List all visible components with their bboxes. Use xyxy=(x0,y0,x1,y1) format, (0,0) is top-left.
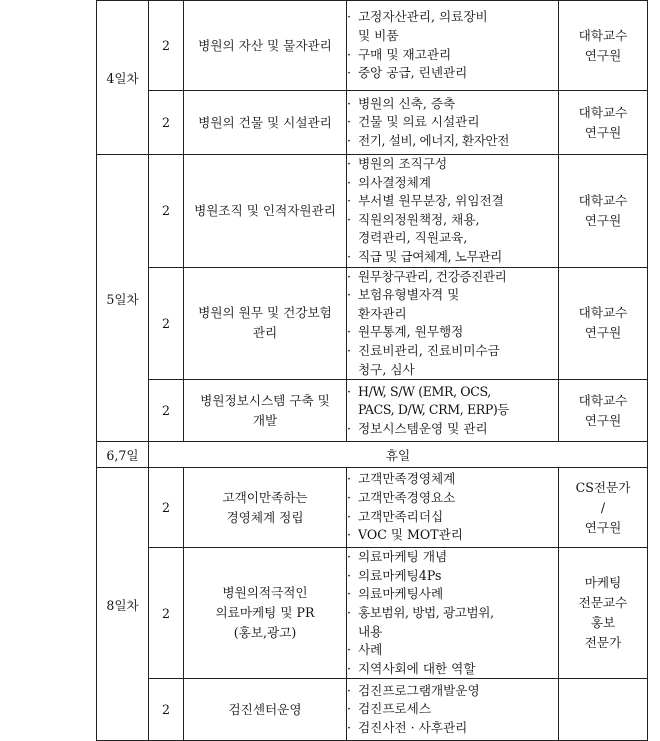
content-item-continued: 내용 xyxy=(358,623,383,639)
table-row xyxy=(97,442,648,468)
subject-cell xyxy=(184,679,347,741)
instructor-line: 연구원 xyxy=(584,212,622,228)
instructor-line: 대학교수 xyxy=(578,305,628,321)
instructor-line: 전문가 xyxy=(584,635,622,651)
content-item: · VOC 및 MOT관리 xyxy=(347,526,558,545)
content-item: · 병원의 조직구성 xyxy=(347,155,558,174)
table-row xyxy=(97,267,648,380)
instructor-cell xyxy=(559,468,648,548)
content-item-continued: 및 비품 xyxy=(358,27,399,43)
subject-line: 병원의적극적인 xyxy=(222,585,308,601)
instructor-cell xyxy=(559,380,648,442)
content-item: · 전기, 설비, 에너지, 환자안전 xyxy=(347,132,558,151)
content-item: · 원무통계, 원무행정 xyxy=(347,323,558,342)
subject-line: 관리 xyxy=(252,325,278,341)
content-item-continued: 청구, 심사 xyxy=(358,361,415,377)
schedule-table xyxy=(96,0,648,741)
instructor-cell xyxy=(559,1,648,91)
content-item: · 고객만족경영요소 xyxy=(347,489,558,508)
content-item: · 직원의정원책정, 채용, xyxy=(347,211,558,230)
content-item: · 의료마케팅사례 xyxy=(347,585,558,604)
hours-cell: 2 xyxy=(149,468,184,548)
table-row xyxy=(97,679,648,741)
subject-line: 병원정보시스템 구축 및 xyxy=(200,392,330,408)
content-item: · 보험유형별자격 및 xyxy=(347,286,558,305)
day-cell: 5일차 xyxy=(97,155,149,442)
instructor-cell xyxy=(559,155,648,268)
content-item-continued: PACS, D/W, CRM, ERP)등 xyxy=(358,402,510,418)
content-item: · 중앙 공급, 린넨관리 xyxy=(347,64,558,83)
hours-cell: 2 xyxy=(149,380,184,442)
holiday-cell: 휴일 xyxy=(149,442,648,468)
instructor-line: 전문교수 xyxy=(578,595,628,611)
content-item: · 의료마케팅4Ps xyxy=(347,567,558,586)
table-row xyxy=(97,468,648,548)
content-item: · 구매 및 재고관리 xyxy=(347,46,558,65)
table-row xyxy=(97,1,648,91)
instructor-cell xyxy=(559,91,648,155)
content-item-continued: 환자관리 xyxy=(358,305,407,321)
subject-cell xyxy=(184,267,347,380)
content-item: · 진료비관리, 진료비미수금 xyxy=(347,342,558,361)
subject-line: 병원의 건물 및 시설관리 xyxy=(198,114,332,130)
content-item: · 사례 xyxy=(347,641,558,660)
instructor-cell xyxy=(559,679,648,741)
subject-line: (홍보,광고) xyxy=(233,625,297,641)
content-item: · 검진프로그램개발운영 xyxy=(347,682,558,701)
instructor-line: 대학교수 xyxy=(578,104,628,120)
hours-cell: 2 xyxy=(149,155,184,268)
contents-cell xyxy=(347,155,559,268)
contents-cell xyxy=(347,679,559,741)
subject-cell xyxy=(184,91,347,155)
subject-line: 개발 xyxy=(252,412,278,428)
instructor-line: 대학교수 xyxy=(578,27,628,43)
subject-line: 고객이만족하는 xyxy=(222,489,308,505)
hours-cell: 2 xyxy=(149,91,184,155)
day-cell: 8일차 xyxy=(97,468,149,741)
instructor-line: CS전문가 xyxy=(575,479,631,495)
table-row xyxy=(97,548,648,679)
instructor-cell xyxy=(559,548,648,679)
instructor-line: / xyxy=(600,499,606,515)
table-row xyxy=(97,380,648,442)
hours-cell: 2 xyxy=(149,679,184,741)
content-item: · H/W, S/W (EMR, OCS, xyxy=(347,383,558,402)
instructor-line: 홍보 xyxy=(590,615,616,631)
content-item: · 의사결정체계 xyxy=(347,174,558,193)
hours-cell: 2 xyxy=(149,548,184,679)
content-item: · 고정자산관리, 의료장비 xyxy=(347,8,558,27)
table-row xyxy=(97,91,648,155)
contents-cell xyxy=(347,468,559,548)
content-item: · 지역사회에 대한 역할 xyxy=(347,660,558,679)
instructor-line: 대학교수 xyxy=(578,392,628,408)
subject-line: 병원의 자산 및 물자관리 xyxy=(198,37,332,53)
contents-cell xyxy=(347,91,559,155)
content-item: · 건물 및 의료 시설관리 xyxy=(347,113,558,132)
instructor-line: 마케팅 xyxy=(584,575,622,591)
subject-cell xyxy=(184,1,347,91)
content-item: · 부서별 원무분장, 위임전결 xyxy=(347,192,558,211)
content-item: · 원무창구관리, 건강증진관리 xyxy=(347,268,558,287)
subject-cell xyxy=(184,155,347,268)
subject-line: 의료마케팅 및 PR xyxy=(215,605,315,621)
content-item: · 정보시스템운영 및 관리 xyxy=(347,420,558,439)
subject-cell xyxy=(184,548,347,679)
subject-cell xyxy=(184,380,347,442)
instructor-line: 연구원 xyxy=(584,47,622,63)
content-item: · 검진사전 · 사후관리 xyxy=(347,719,558,738)
instructor-line: 연구원 xyxy=(584,519,622,535)
subject-line: 검진센터운영 xyxy=(228,701,302,717)
subject-line: 병원조직 및 인적자원관리 xyxy=(194,202,336,218)
subject-cell xyxy=(184,468,347,548)
table-row xyxy=(97,155,648,268)
instructor-line: 연구원 xyxy=(584,325,622,341)
content-item-continued: 경력관리, 직원교육, xyxy=(358,230,468,246)
contents-cell xyxy=(347,548,559,679)
content-item: · 홍보범위, 방법, 광고범위, xyxy=(347,604,558,623)
subject-line: 병원의 원무 및 건강보험 xyxy=(198,305,332,321)
hours-cell: 2 xyxy=(149,267,184,380)
contents-cell xyxy=(347,380,559,442)
content-item: · 의료마케팅 개념 xyxy=(347,548,558,567)
content-item: · 직급 및 급여체계, 노무관리 xyxy=(347,248,558,267)
schedule-table-wrapper xyxy=(96,0,647,741)
instructor-line: 연구원 xyxy=(584,124,622,140)
day-cell: 4일차 xyxy=(97,1,149,155)
instructor-line: 연구원 xyxy=(584,412,622,428)
contents-cell xyxy=(347,267,559,380)
instructor-cell xyxy=(559,267,648,380)
day-cell: 6,7일 xyxy=(97,442,149,468)
hours-cell: 2 xyxy=(149,1,184,91)
content-item: · 검진프로세스 xyxy=(347,700,558,719)
subject-line: 경영체계 정립 xyxy=(226,509,304,525)
content-item: · 병원의 신축, 증축 xyxy=(347,95,558,114)
content-item: · 고객만족경영체계 xyxy=(347,470,558,489)
content-item: · 고객만족리더십 xyxy=(347,508,558,527)
instructor-line: 대학교수 xyxy=(578,192,628,208)
contents-cell xyxy=(347,1,559,91)
